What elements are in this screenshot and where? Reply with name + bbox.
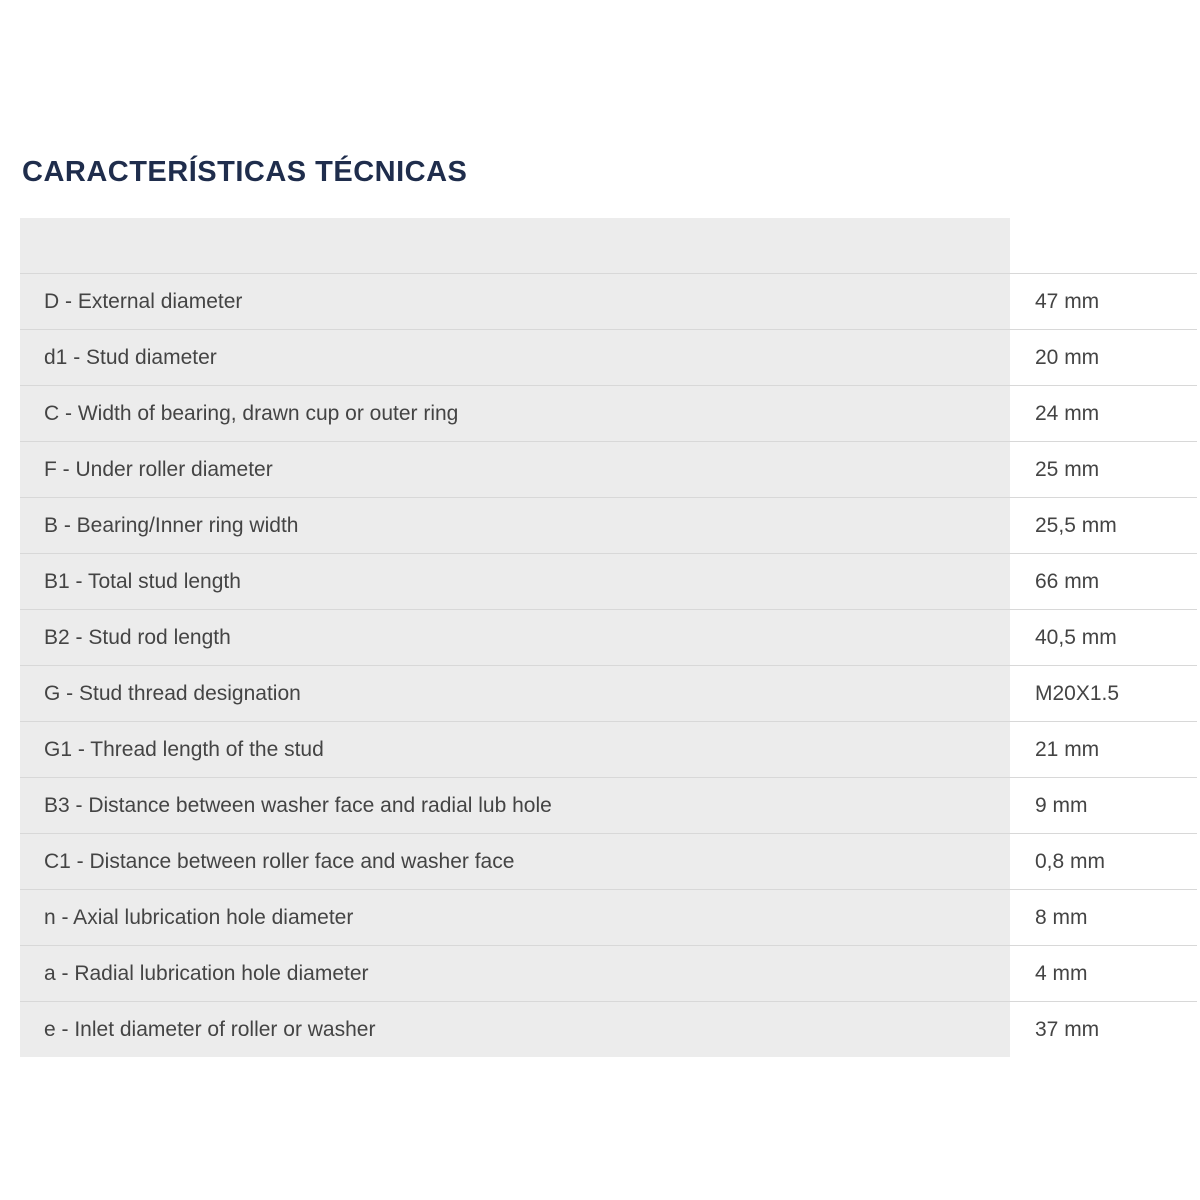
spec-label: B - Bearing/Inner ring width bbox=[20, 498, 1010, 553]
spec-value: 9 mm bbox=[1010, 778, 1197, 833]
spec-value: 20 mm bbox=[1010, 330, 1197, 385]
spec-value: 25 mm bbox=[1010, 442, 1197, 497]
spec-value: 66 mm bbox=[1010, 554, 1197, 609]
spec-value: 40,5 mm bbox=[1010, 610, 1197, 665]
spec-value: 0,8 mm bbox=[1010, 834, 1197, 889]
spec-label: d1 - Stud diameter bbox=[20, 330, 1010, 385]
spec-value: 4 mm bbox=[1010, 946, 1197, 1001]
spec-row bbox=[20, 497, 1197, 553]
spec-label: n - Axial lubrication hole diameter bbox=[20, 890, 1010, 945]
spec-label: G1 - Thread length of the stud bbox=[20, 722, 1010, 777]
spec-value: M20X1.5 bbox=[1010, 666, 1197, 721]
page-title: CARACTERÍSTICAS TÉCNICAS bbox=[22, 156, 468, 188]
spec-row bbox=[20, 273, 1197, 329]
spec-row bbox=[20, 945, 1197, 1001]
spec-label: e - Inlet diameter of roller or washer bbox=[20, 1002, 1010, 1057]
spec-value: 47 mm bbox=[1010, 274, 1197, 329]
table-header-row bbox=[20, 218, 1197, 273]
spec-label: C1 - Distance between roller face and washer face bbox=[20, 834, 1010, 889]
spec-row bbox=[20, 889, 1197, 945]
spec-table bbox=[20, 218, 1197, 1057]
spec-row bbox=[20, 1001, 1197, 1057]
spec-label: B3 - Distance between washer face and radial lub hole bbox=[20, 778, 1010, 833]
spec-row bbox=[20, 721, 1197, 777]
spec-row bbox=[20, 833, 1197, 889]
spec-label: D - External diameter bbox=[20, 274, 1010, 329]
spec-row bbox=[20, 553, 1197, 609]
spec-label: a - Radial lubrication hole diameter bbox=[20, 946, 1010, 1001]
spec-label: G - Stud thread designation bbox=[20, 666, 1010, 721]
spec-label: B1 - Total stud length bbox=[20, 554, 1010, 609]
spec-label: B2 - Stud rod length bbox=[20, 610, 1010, 665]
spec-value: 21 mm bbox=[1010, 722, 1197, 777]
spec-value: 8 mm bbox=[1010, 890, 1197, 945]
spec-label: F - Under roller diameter bbox=[20, 442, 1010, 497]
spec-row bbox=[20, 441, 1197, 497]
table-header-value bbox=[1010, 218, 1197, 273]
spec-value: 25,5 mm bbox=[1010, 498, 1197, 553]
spec-row bbox=[20, 329, 1197, 385]
spec-row bbox=[20, 665, 1197, 721]
spec-row bbox=[20, 777, 1197, 833]
spec-label: C - Width of bearing, drawn cup or outer ring bbox=[20, 386, 1010, 441]
spec-row bbox=[20, 609, 1197, 665]
spec-value: 24 mm bbox=[1010, 386, 1197, 441]
spec-row bbox=[20, 385, 1197, 441]
spec-value: 37 mm bbox=[1010, 1002, 1197, 1057]
table-header-label bbox=[20, 218, 1010, 273]
